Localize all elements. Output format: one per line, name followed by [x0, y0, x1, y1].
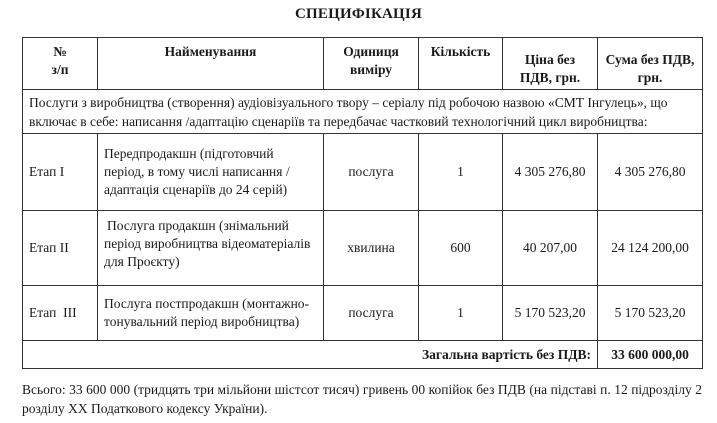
name-cell — [98, 134, 324, 211]
header-price — [503, 38, 598, 90]
stage-cell: Етап І — [23, 134, 98, 211]
qty-cell: 1 — [419, 134, 503, 211]
table-row — [23, 286, 703, 341]
stage-cell: Етап ІІІ — [23, 286, 98, 341]
name-cell — [98, 211, 324, 286]
qty-cell: 600 — [419, 211, 503, 286]
name-line: період, в тому числі написання / — [104, 164, 290, 179]
total-label: Загальна вартість без ПДВ: — [23, 341, 598, 369]
name-cell — [98, 286, 324, 341]
description-line2: включає в себе: написання /адаптацію сценаріїв та передбачає частковий технологічний цикл виробництва: — [29, 113, 648, 129]
name-line: тонувальний період виробництва) — [104, 314, 300, 329]
total-row — [23, 341, 703, 369]
table-row — [23, 134, 703, 211]
table-row — [23, 211, 703, 286]
header-name-text: Найменування — [164, 44, 257, 59]
price-cell: 4 305 276,80 — [503, 134, 598, 211]
header-qty — [419, 38, 503, 90]
header-sum-line1: Сума без ПДВ, — [605, 52, 695, 67]
name-line: адаптація сценаріїв до 24 серій) — [104, 182, 288, 197]
footer-total-text: Всього: 33 600 000 (тридцять три мільйони шістсот тисяч) гривень 00 копійок без ПДВ (на підставі п. 12 підрозділу 2 розділу ХХ Податкового кодексу України). — [22, 382, 702, 416]
header-num-line2: з/п — [51, 62, 69, 77]
header-name — [98, 38, 324, 90]
name-line: Передпродакшн (підготовчий — [104, 146, 274, 161]
sum-cell: 5 170 523,20 — [598, 286, 703, 341]
header-price-line2: ПДВ, грн. — [519, 70, 581, 85]
header-unit-line2: виміру — [349, 62, 393, 77]
name-line: період виробництва відеоматеріалів — [104, 236, 311, 251]
header-qty-text: Кількість — [430, 44, 491, 59]
stage-cell: Етап ІІ — [23, 211, 98, 286]
header-unit — [324, 38, 419, 90]
unit-cell: послуга — [324, 134, 419, 211]
price-cell: 5 170 523,20 — [503, 286, 598, 341]
sum-cell: 24 124 200,00 — [598, 211, 703, 286]
description-line1: Послуги з виробництва (створення) аудіовізуального твору – серіалу під робочою назвою «СМТ Інгулець», що — [29, 94, 668, 110]
header-num-line1: № — [53, 44, 67, 59]
price-cell: 40 207,00 — [503, 211, 598, 286]
header-num — [23, 38, 98, 90]
qty-cell: 1 — [419, 286, 503, 341]
name-line: Послуга продакшн (знімальний — [107, 218, 289, 233]
total-value: 33 600 000,00 — [598, 341, 703, 369]
header-unit-line1: Одиниця — [343, 44, 399, 59]
unit-cell: послуга — [324, 286, 419, 341]
sum-cell: 4 305 276,80 — [598, 134, 703, 211]
unit-cell: хвилина — [324, 211, 419, 286]
description-cell — [23, 90, 703, 134]
description-row — [23, 90, 703, 134]
specification-table — [22, 37, 703, 369]
header-sum — [598, 38, 703, 90]
name-line: для Проєкту) — [104, 254, 180, 269]
name-line: Послуга постпродакшн (монтажно- — [104, 296, 310, 311]
document-title: СПЕЦИФІКАЦІЯ — [294, 6, 422, 22]
header-sum-line2: грн. — [637, 70, 663, 85]
header-row — [23, 38, 703, 90]
header-price-line1: Ціна без — [524, 52, 576, 67]
